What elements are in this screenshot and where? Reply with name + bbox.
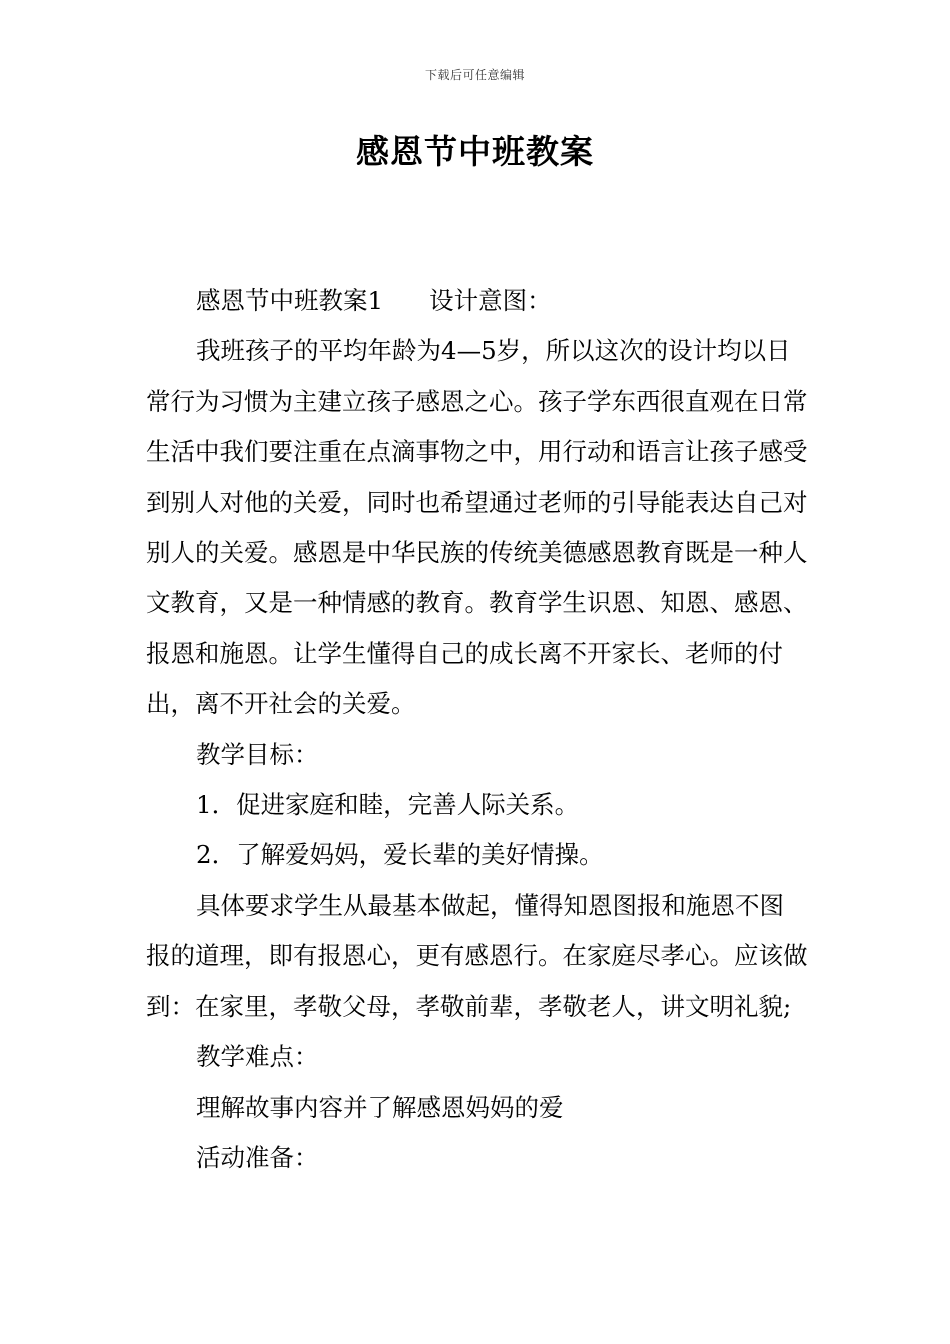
lesson-heading: 感恩节中班教案1 xyxy=(196,286,384,315)
header-note: 下载后可任意编辑 xyxy=(424,68,525,82)
section-intro-line xyxy=(146,276,808,326)
design-intent-paragraph: 我班孩子的平均年龄为4—5岁，所以这次的设计均以日常行为习惯为主建立孩子感恩之心。孩子学东西很直观在日常生活中我们要注重在点滴事物之中，用行动和语言让孩子感受到别人对他的关爱，同时也希望通过老师的引导能表达自己对别人的关爱。感恩是中华民族的传统美德感恩教育既是一种人文教育，又是一种情感的教育。教育学生识恩、知恩、感恩、报恩和施恩。让学生懂得自己的成长离不开家长、老师的付出，离不开社会的关爱。 xyxy=(146,336,808,719)
document-body xyxy=(146,276,808,1183)
teaching-goal-item: 2．了解爱妈妈，爱长辈的美好情操。 xyxy=(196,840,604,870)
teaching-difficulty-text: 理解故事内容并了解感恩妈妈的爱 xyxy=(196,1092,564,1122)
document-title: 感恩节中班教案 xyxy=(356,132,594,171)
teaching-goals-heading: 教学目标： xyxy=(196,739,319,769)
design-intent-heading: 设计意图： xyxy=(429,286,552,315)
requirements-paragraph: 具体要求学生从最基本做起，懂得知恩图报和施恩不图报的道理，即有报恩心，更有感恩行。在家庭尽孝心。应该做到：在家里，孝敬父母，孝敬前辈，孝敬老人，讲文明礼貌; xyxy=(146,890,808,1021)
activity-preparation-heading: 活动准备： xyxy=(196,1142,319,1172)
teaching-goal-item: 1．促进家庭和睦，完善人际关系。 xyxy=(196,790,580,820)
teaching-difficulty-heading: 教学难点： xyxy=(196,1042,319,1072)
